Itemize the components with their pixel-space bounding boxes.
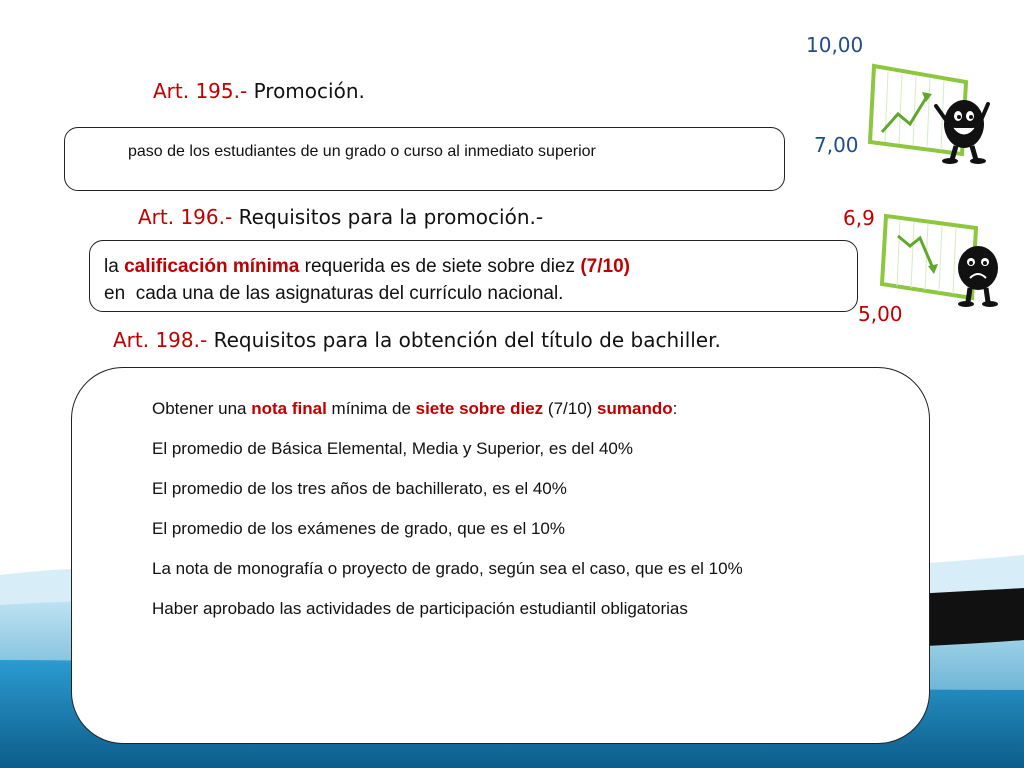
happy-chart-figure-icon — [866, 62, 992, 166]
art-196-number: Art. 196.- — [138, 205, 233, 229]
text-segment: : — [672, 399, 678, 418]
sad-chart-figure-icon — [880, 212, 1006, 312]
text-segment: requerida es de siete sobre diez — [299, 256, 581, 277]
highlight-seven-of-ten: (7/10) — [580, 256, 630, 277]
highlight-minimum-grade: calificación mínima — [124, 256, 300, 277]
requirement-item: El promedio de los exámenes de grado, que es el 10% — [152, 519, 565, 538]
art-198-heading — [113, 328, 721, 352]
art-196-title: Requisitos para la promoción.- — [238, 205, 544, 229]
requirement-item: Haber aprobado las actividades de participación estudiantil obligatorias — [152, 599, 688, 618]
promotion-definition-box — [64, 127, 785, 191]
art-198-title: Requisitos para la obtención del título de bachiller. — [213, 328, 721, 352]
text-segment: Obtener una — [152, 399, 252, 418]
bachelor-requirements-box — [71, 367, 930, 744]
requirement-item: La nota de monografía o proyecto de grado, según sea el caso, que es el 10% — [152, 559, 743, 578]
text-segment: la — [104, 256, 125, 277]
promotion-definition-text: paso de los estudiantes de un grado o curso al inmediato superior — [128, 143, 596, 160]
requirement-item: El promedio de los tres años de bachillerato, es el 40% — [152, 479, 567, 498]
minimum-grade-box — [89, 240, 858, 312]
art-195-number: Art. 195.- — [153, 79, 248, 103]
highlight-summing: sumando — [597, 399, 673, 418]
minimum-grade-line-1 — [104, 253, 845, 280]
art-198-number: Art. 198.- — [113, 328, 208, 352]
text-segment: (7/10) — [543, 399, 598, 418]
text-segment: mínima de — [326, 399, 416, 418]
grade-fail-low-label: 5,00 — [858, 302, 903, 326]
highlight-final-grade: nota final — [251, 399, 327, 418]
grade-pass-label: 7,00 — [814, 133, 859, 157]
requirements-intro — [152, 398, 905, 420]
grade-top-label: 10,00 — [806, 33, 864, 57]
minimum-grade-line-2: en cada una de las asignaturas del currículo nacional. — [104, 283, 564, 304]
art-196-heading — [138, 205, 543, 229]
grade-fail-high-label: 6,9 — [843, 206, 875, 230]
requirement-item: El promedio de Básica Elemental, Media y Superior, es del 40% — [152, 439, 633, 458]
highlight-seven-over-ten: siete sobre diez — [415, 399, 544, 418]
art-195-heading — [153, 79, 365, 103]
art-195-title: Promoción. — [253, 79, 365, 103]
